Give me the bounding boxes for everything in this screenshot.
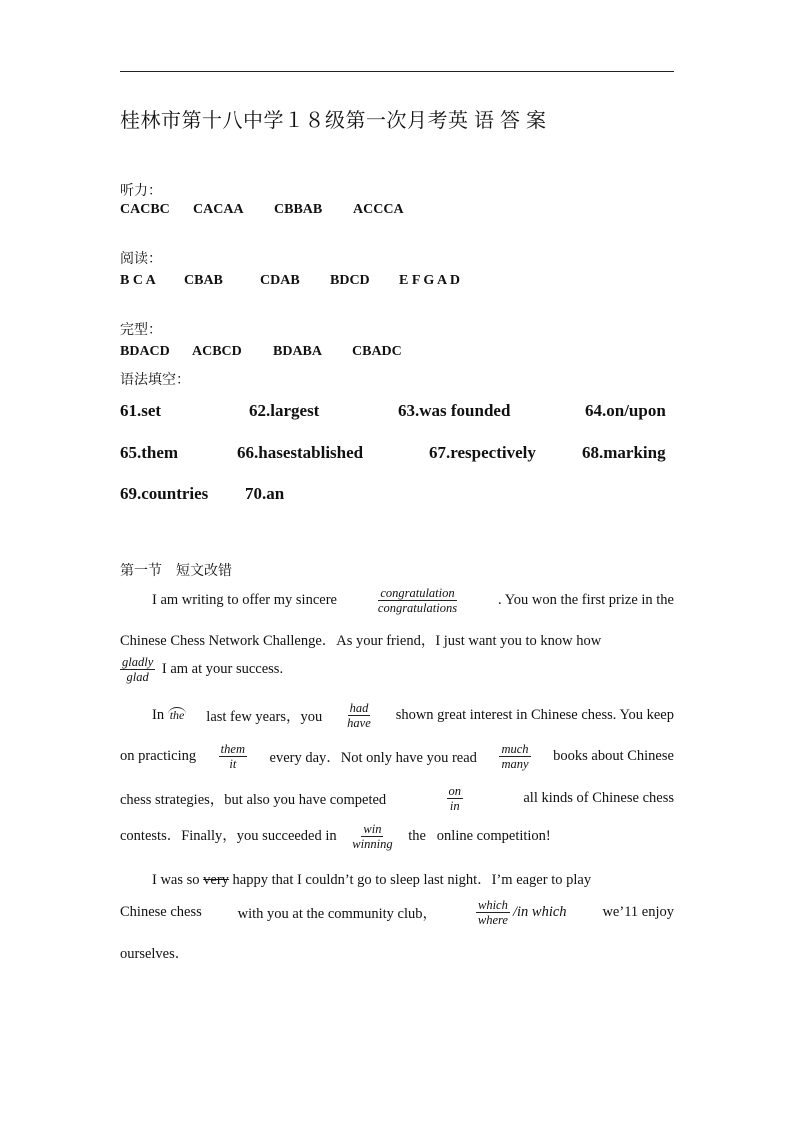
passage-line-5: on practicing $\frac{\text{them}}{it}$ every day．Not only have you read $\frac{\text{much}}{\text{many}}$ books about Chinese: [120, 741, 674, 771]
answer-group: CBBAB: [274, 202, 323, 217]
correction-mark: $\frac{\text{win}}{\text{winning}}$: [352, 822, 393, 851]
grammar-answer: 69.countries: [120, 484, 209, 503]
listening-heading: 听力：: [120, 183, 162, 199]
answer-group: CACAA: [193, 202, 244, 217]
grammar-heading: 语法填空：: [120, 372, 190, 388]
passage-line-2: Chinese Chess Network Challenge．As your friend，I just want you to know how: [120, 632, 602, 649]
deletion-mark: very: [203, 871, 229, 888]
listening-answers: [120, 202, 404, 218]
answer-group: B C A: [120, 273, 156, 288]
answer-group: CBADC: [352, 344, 402, 359]
answer-group: ACCCA: [353, 202, 404, 217]
correction-mark: $\frac{\text{them}}{it}$: [220, 741, 245, 771]
grammar-answer: 66.hasestablished: [237, 443, 364, 462]
answer-group: BDACD: [120, 344, 170, 359]
answer-group: BDABA: [273, 344, 323, 359]
answer-group: CDAB: [260, 273, 300, 288]
reading-answers: [120, 273, 460, 289]
answer-group: ACBCD: [192, 344, 242, 359]
passage-line-6: chess strategies，but also you have competed $\frac{on}{in}$ all kinds of Chinese chess: [120, 783, 674, 813]
page-title: 桂林市第十八中学１８级第一次月考英 语 答 案: [120, 110, 547, 132]
passage-line-3: $\frac{\text{gladly}}{\text{glad}}$ I am at your success.: [122, 655, 284, 684]
answer-group: BDCD: [330, 273, 370, 288]
passage-line-8: I was so very happy that I couldn’t go to sleep last night．I’m eager to play: [152, 871, 592, 888]
correction-mark: $\frac{on}{in}$: [448, 783, 462, 813]
passage-line-1: I am writing to offer my sincere $\frac{\text{congratulation}}{\text{congratulations}}$ . You won the first prize in the: [152, 585, 674, 615]
cloze-heading: 完型：: [120, 322, 162, 338]
passage-line-4: In the last few years，you $\frac{\text{had}}{\text{have}}$ shown great interest in Chinese chess. You keep: [152, 700, 674, 730]
grammar-answer: 62.largest: [249, 401, 320, 420]
correction-mark: $\frac{\text{had}}{\text{have}}$: [347, 700, 371, 730]
correction-heading: 第一节 短文改错: [120, 563, 232, 579]
answer-group: CACBC: [120, 202, 170, 217]
grammar-answer: 64.on/upon: [585, 401, 666, 420]
answer-group: E F G A D: [399, 273, 460, 288]
correction-mark: $\frac{\text{which}}{\text{where}}$: [477, 897, 508, 927]
correction-mark: $\frac{\text{congratulation}}{\text{congratulations}}$: [377, 585, 458, 615]
correction-mark: $\frac{\text{gladly}}{\text{glad}}$: [122, 655, 154, 684]
passage-line-9: Chinese chess with you at the community club， $\frac{\text{which}}{\text{where}}$ /in which we’11 enjoy: [120, 897, 674, 927]
cloze-answers: [120, 344, 402, 360]
passage-line-7: contests．Finally，you succeeded in $\frac{\text{win}}{\text{winning}}$ the online competition!: [120, 822, 551, 851]
correction-mark: $\frac{\text{much}}{\text{many}}$: [501, 741, 529, 771]
answer-group: CBAB: [184, 273, 223, 288]
grammar-answer: 68.marking: [582, 443, 666, 462]
grammar-answer: 61.set: [120, 401, 162, 420]
grammar-answer: 67.respectively: [429, 443, 536, 462]
grammar-answer: 65.them: [120, 443, 179, 462]
reading-heading: 阅读：: [120, 251, 162, 267]
grammar-answer: 63.was founded: [398, 401, 511, 420]
grammar-answer: 70.an: [245, 484, 285, 503]
insertion-mark: the: [169, 707, 185, 722]
top-rule: [120, 71, 674, 72]
passage-line-10: ourselves．: [120, 946, 190, 962]
